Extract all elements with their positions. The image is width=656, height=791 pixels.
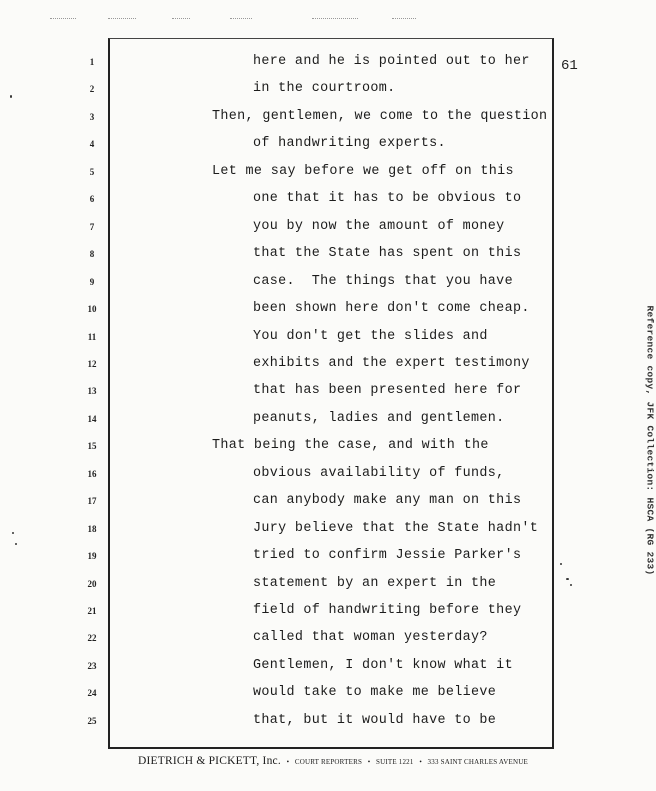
scan-speck [10,95,12,98]
transcript-line: obvious availability of funds, [253,466,505,481]
transcript-line: You don't get the slides and [253,329,488,344]
line-number: 22 [87,633,97,643]
line-number: 17 [87,496,97,506]
transcript-line: That being the case, and with the [212,438,489,453]
line-number: 19 [87,551,97,561]
transcript-line: that the State has spent on this [253,246,522,261]
transcript-line: of handwriting experts. [253,136,446,151]
transcript-line: field of handwriting before they [253,603,522,618]
transcript-line: that, but it would have to be [253,713,497,728]
page-number: 61 [561,58,578,74]
transcript-line: Then, gentlemen, we come to the question [212,109,548,124]
line-number: 12 [87,359,97,369]
line-number: 21 [87,606,97,616]
transcript-line: here and he is pointed out to her [253,54,530,69]
line-number: 20 [87,579,97,589]
footer-court-reporters: COURT REPORTERS [294,758,363,766]
footer-company: DIETRICH & PICKETT, Inc. [138,755,281,767]
scan-speck [560,563,562,565]
line-number: 15 [87,441,97,451]
line-number: 2 [89,84,95,94]
line-number: 25 [87,716,97,726]
line-number: 4 [89,139,95,149]
scan-speck [12,532,14,534]
line-number: 10 [87,304,97,314]
transcript-line: would take to make me believe [253,685,497,700]
line-number: 11 [87,332,97,342]
transcript-line: exhibits and the expert testimony [253,356,530,371]
line-number: 18 [87,524,97,534]
footer-address: 333 SAINT CHARLES AVENUE [427,758,528,766]
transcript-line: case. The things that you have [253,274,513,289]
line-number: 9 [89,277,95,287]
line-number: 5 [89,167,95,177]
footer-separator: • [367,758,371,766]
transcript-line: Let me say before we get off on this [212,164,514,179]
line-number: 24 [87,688,97,698]
transcript-line: tried to confirm Jessie Parker's [253,548,522,563]
line-number: 7 [89,222,95,232]
line-number: 23 [87,661,97,671]
transcript-line: peanuts, ladies and gentlemen. [253,411,505,426]
footer-suite: SUITE 1221 [376,758,414,766]
line-number: 13 [87,386,97,396]
line-number: 14 [87,414,97,424]
footer-separator: • [286,758,290,766]
scan-speck [15,543,17,545]
transcript-line: in the courtroom. [253,81,396,96]
transcript-line: one that it has to be obvious to [253,191,522,206]
transcript-line: called that woman yesterday? [253,630,488,645]
line-number: 8 [89,249,95,259]
transcript-line: you by now the amount of money [253,219,505,234]
line-number: 16 [87,469,97,479]
footer [118,755,548,767]
line-number: 3 [89,112,95,122]
transcript-line: can anybody make any man on this [253,493,522,508]
scan-speck [570,584,572,586]
transcript-line: that has been presented here for [253,383,522,398]
transcript-line: statement by an expert in the [253,576,497,591]
transcript-line: Jury believe that the State hadn't [253,521,539,536]
reference-copy-stamp: Reference copy, JFK Collection: HSCA (RG 233) [644,305,656,576]
top-scan-marks [50,18,430,22]
transcript-line: been shown here don't come cheap. [253,301,530,316]
footer-separator: • [419,758,422,766]
line-number: 6 [89,194,95,204]
scan-speck [566,578,569,580]
transcript-line: Gentlemen, I don't know what it [253,658,513,673]
line-number: 1 [89,57,95,67]
